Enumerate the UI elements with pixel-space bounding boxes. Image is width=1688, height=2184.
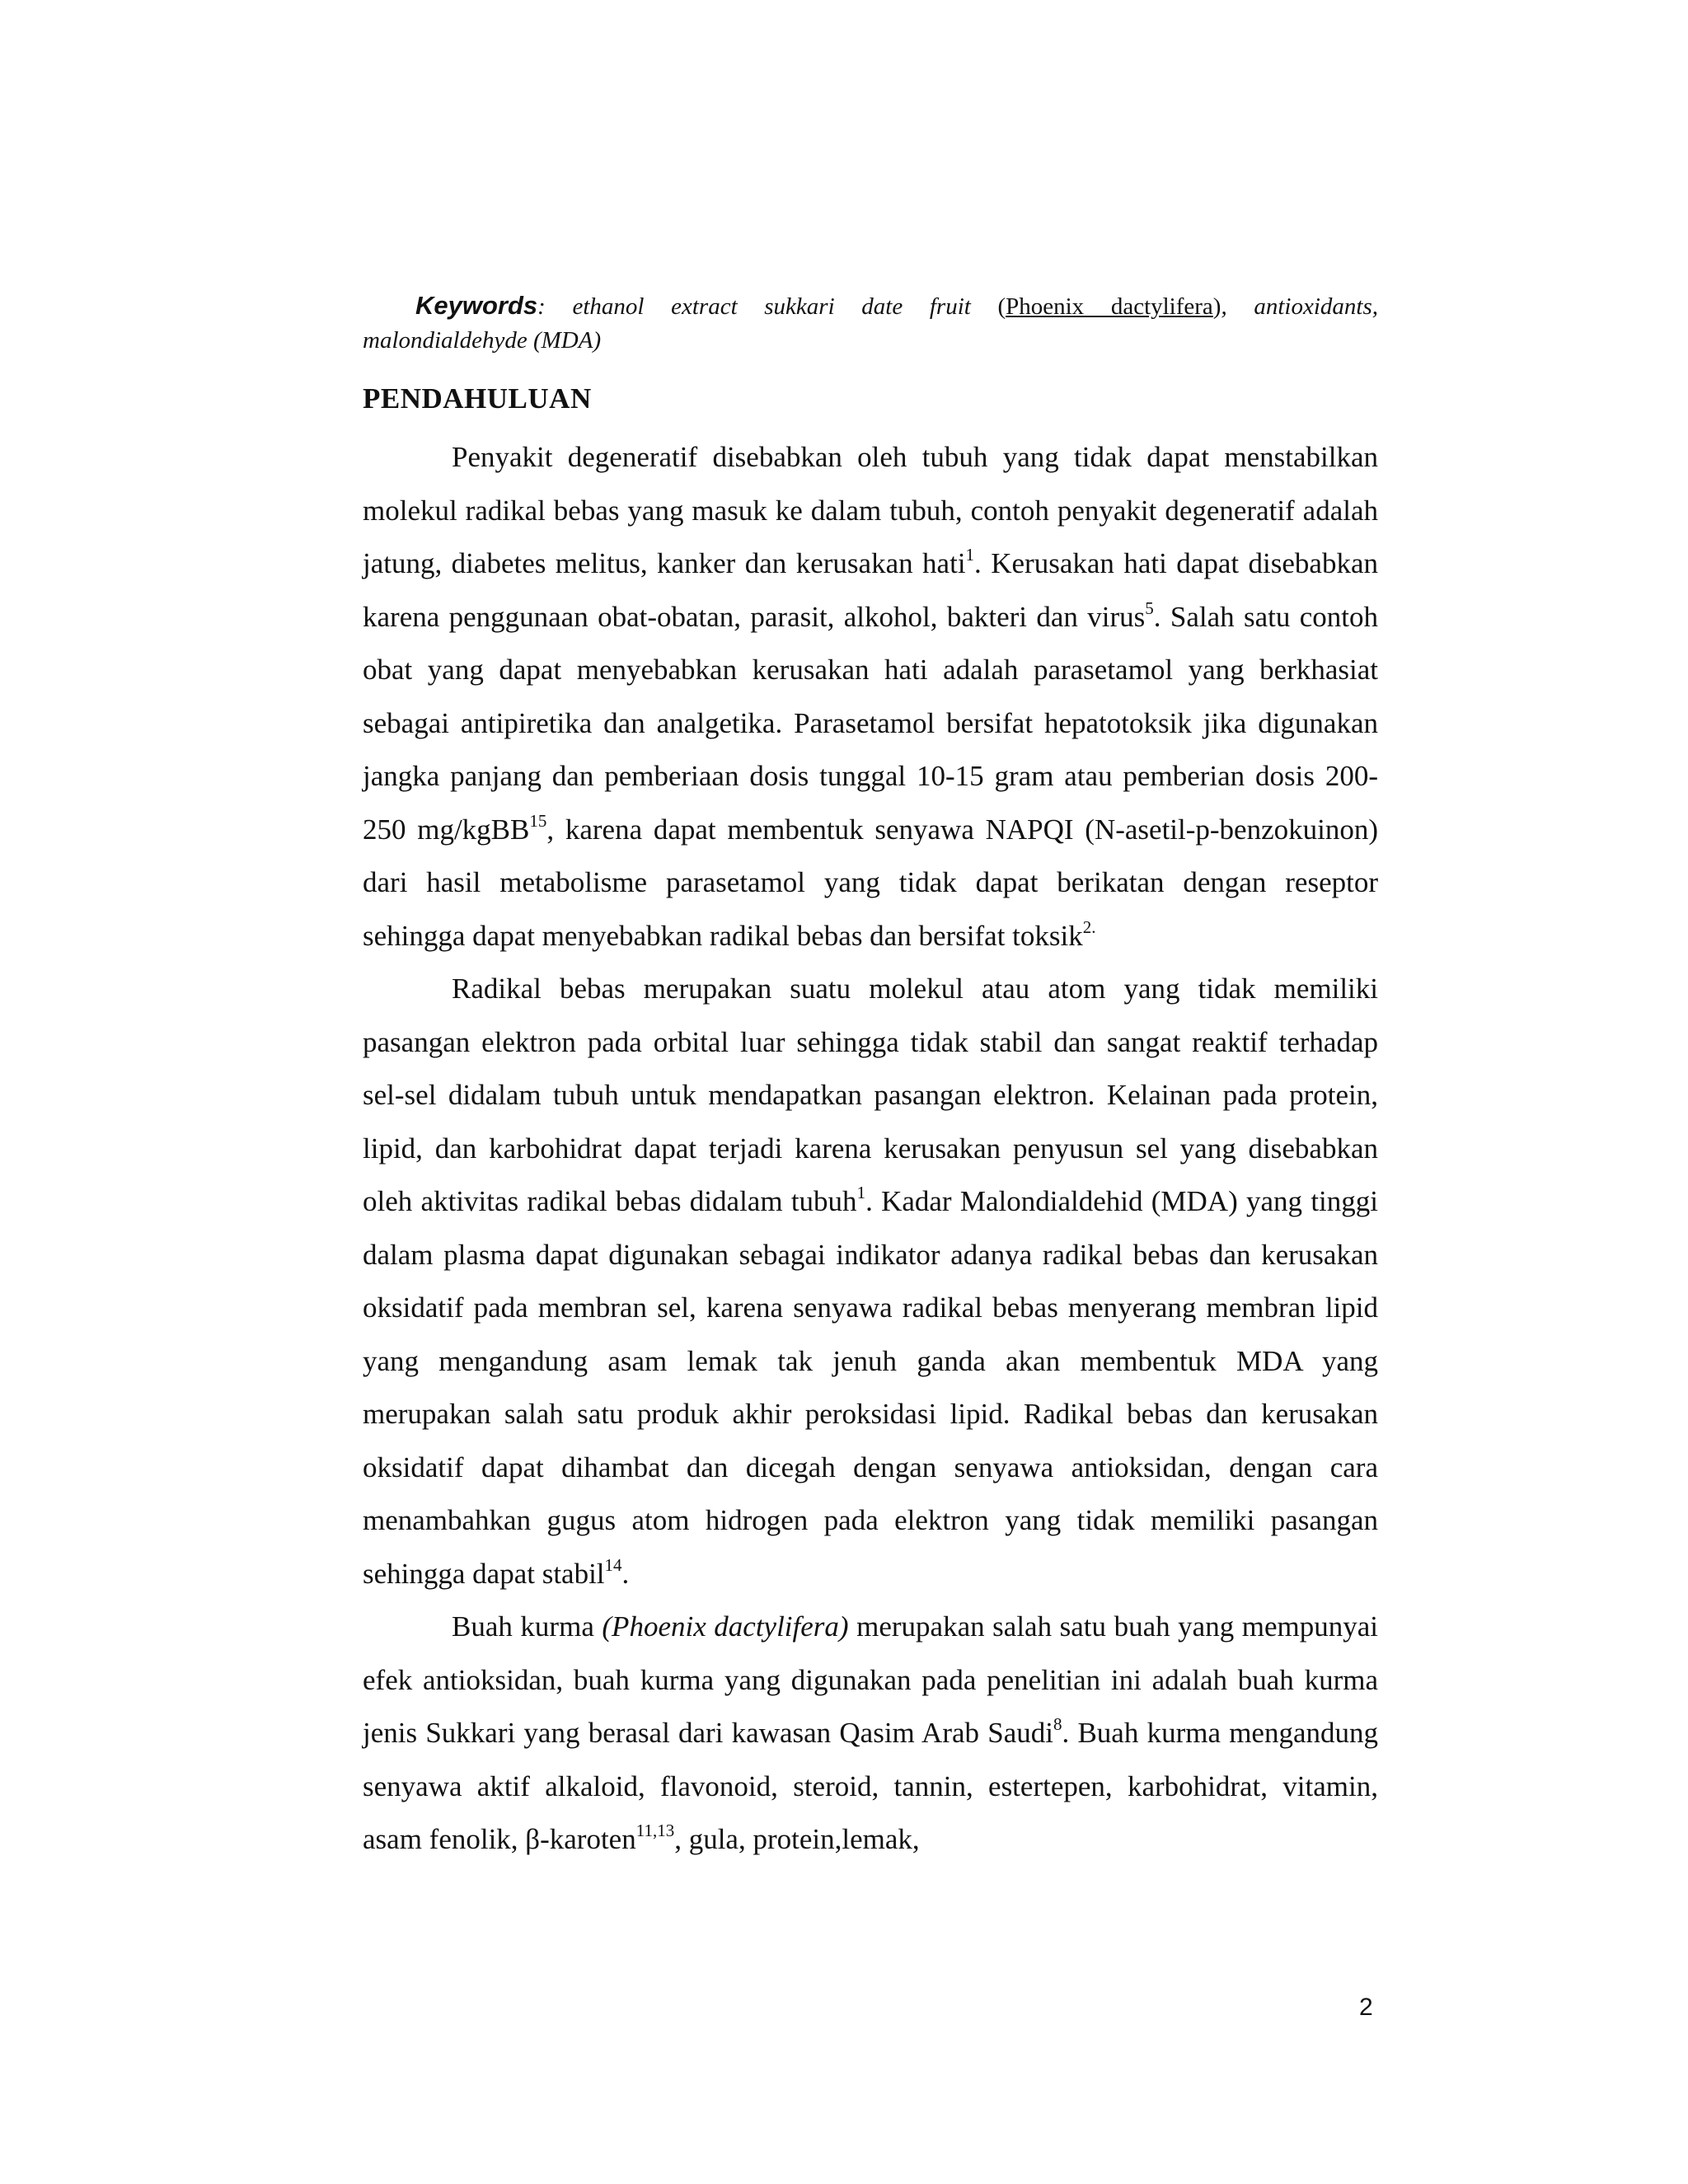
paragraph-text: . Buah kurma mengandung senyawa aktif alkaloid, flavonoid, steroid, tannin, estertepen, karbohidrat, vitamin, asam fenolik, β-karoten	[363, 1717, 1378, 1855]
keywords-close-paren: )	[1212, 293, 1221, 320]
keywords-separator: :	[537, 293, 546, 320]
section-heading: PENDAHULUAN	[363, 382, 592, 415]
paragraph-text: .	[621, 1557, 630, 1590]
citation-ref: 2.	[1082, 916, 1096, 937]
citation-ref: 5	[1145, 598, 1154, 618]
citation-ref: 14	[604, 1554, 622, 1575]
citation-ref: 15	[529, 810, 547, 831]
keywords-text-after: , antioxidants, malondialdehyde (MDA)	[363, 293, 1378, 354]
paragraph-text: , gula, protein,lemak,	[674, 1823, 920, 1855]
paragraph-text: . Salah satu contoh obat yang dapat menyebabkan kerusakan hati adalah parasetamol yang berkhasiat sebagai antipiretika dan analgetika. Parasetamol bersifat hepatotoksik jika digunakan jangka panjang dan pemberiaan dosis tunggal 10-15 gram atau pemberian dosis 200-250 mg/kgBB	[363, 600, 1378, 846]
citation-ref: 11,13	[635, 1821, 675, 1840]
paragraph-1	[363, 431, 1378, 963]
paragraph-2	[363, 963, 1378, 1601]
citation-ref: 8	[1053, 1714, 1062, 1734]
paragraph-text: merupakan salah satu buah yang mempunyai efek antioksidan, buah kurma yang digunakan pada penelitian ini adalah buah kurma jenis Sukkari yang berasal dari kawasan Qasim Arab Saudi	[363, 1610, 1378, 1749]
keywords-open-paren: (	[997, 293, 1006, 320]
citation-ref: 1	[856, 1183, 866, 1202]
paragraph-text: Radikal bebas merupakan suatu molekul atau atom yang tidak memiliki pasangan elektron pada orbital luar sehingga tidak stabil dan sangat reaktif terhadap sel-sel didalam tubuh untuk mendapatkan pasangan elektron. Kelainan pada protein, lipid, dan karbohidrat dapat terjadi karena kerusakan penyusun sel yang disebabkan oleh aktivitas radikal bebas didalam tubuh	[363, 972, 1378, 1217]
keywords-text-before: ethanol extract sukkari date fruit	[545, 293, 998, 320]
paragraph-text: , karena dapat membentuk senyawa NAPQI (N-asetil-p-benzokuinon) dari hasil metabolisme parasetamol yang tidak dapat berikatan dengan reseptor sehingga dapat menyebabkan radikal bebas dan bersifat toksik	[363, 813, 1378, 952]
keywords-label: Keywords	[415, 291, 538, 320]
paragraph-text: Penyakit degeneratif disebabkan oleh tubuh yang tidak dapat menstabilkan molekul radikal bebas yang masuk ke dalam tubuh, contoh penyakit degeneratif adalah jatung, diabetes melitus, kanker dan kerusakan hati	[363, 441, 1378, 579]
paragraph-text: . Kerusakan hati dapat disebabkan karena penggunaan obat-obatan, parasit, alkohol, bakteri dan virus	[363, 547, 1378, 633]
paragraph-3	[363, 1601, 1378, 1867]
paragraph-text: . Kadar Malondialdehid (MDA) yang tinggi dalam plasma dapat digunakan sebagai indikator adanya radikal bebas dan kerusakan oksidatif pada membran sel, karena senyawa radikal bebas menyerang membran lipid yang mengandung asam lemak tak jenuh ganda akan membentuk MDA yang merupakan salah satu produk akhir peroksidasi lipid. Radikal bebas dan kerusakan oksidatif dapat dihambat dan dicegah dengan senyawa antioksidan, dengan cara menambahkan gugus atom hidrogen pada elektron yang tidak memiliki pasangan sehingga dapat stabil	[363, 1185, 1378, 1590]
paragraph-text: Buah kurma	[452, 1610, 603, 1643]
keywords-line	[363, 288, 1378, 358]
citation-ref: 1	[965, 545, 975, 565]
keywords-scientific-name: Phoenix dactylifera	[1006, 293, 1213, 320]
page-number: 2	[1359, 1994, 1373, 2021]
body-text	[363, 431, 1378, 1867]
scientific-name: (Phoenix dactylifera)	[602, 1610, 849, 1643]
